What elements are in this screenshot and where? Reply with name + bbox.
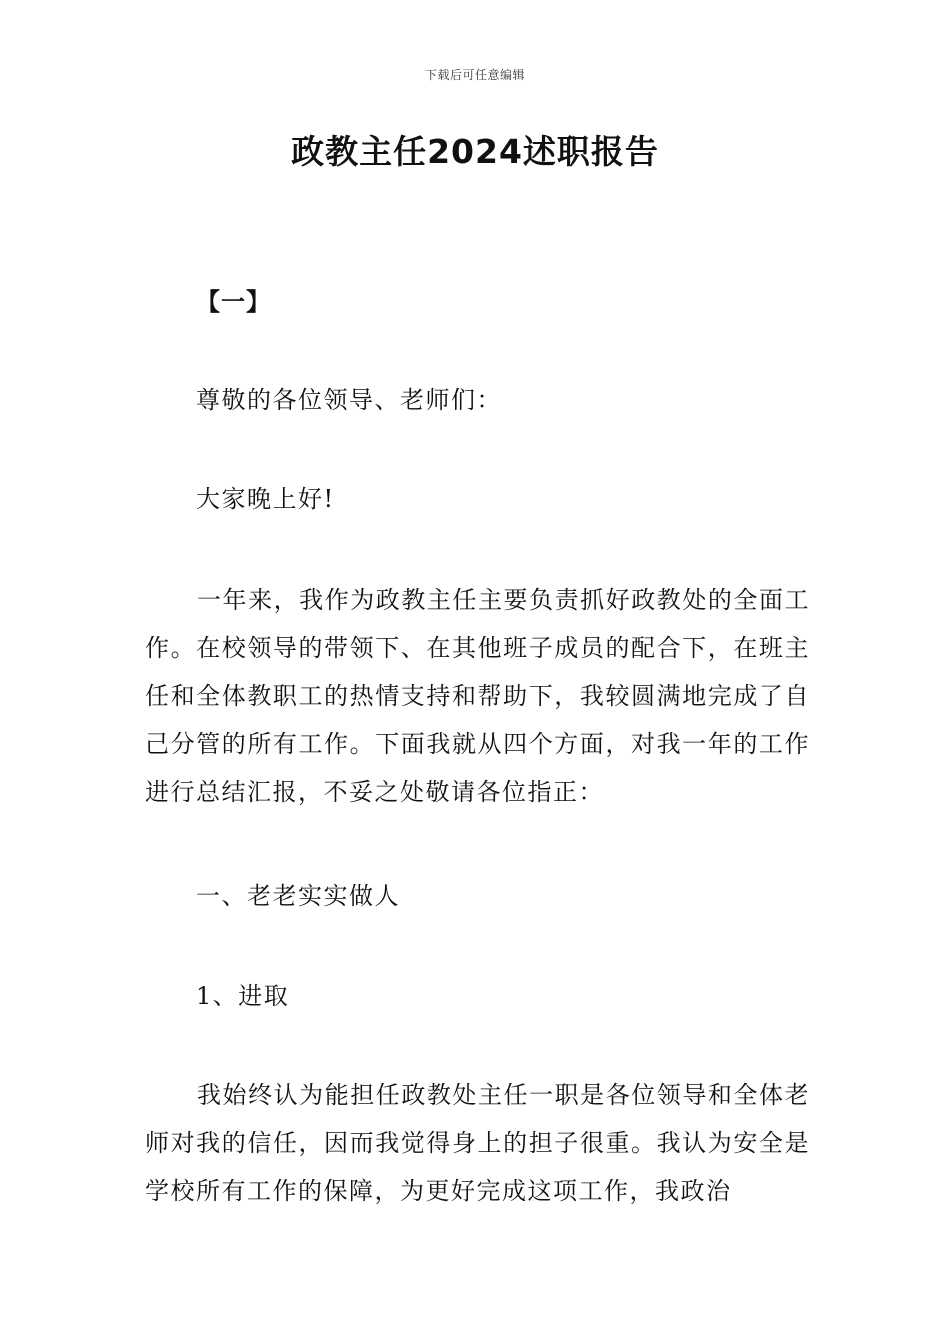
- paragraph-block-1: [145, 576, 810, 816]
- paragraph-block-2: [145, 1071, 810, 1215]
- body-paragraph: 一年来，我作为政教主任主要负责抓好政教处的全面工作。在校领导的带领下、在其他班子成员的配合下，在班主任和全体教职工的热情支持和帮助下，我较圆满地完成了自己分管的所有工作。下面我就从四个方面，对我一年的工作进行总结汇报，不妥之处敬请各位指正：: [145, 586, 810, 806]
- section-heading: 一、老老实实做人: [196, 882, 400, 910]
- body-paragraph: 我始终认为能担任政教处主任一职是各位领导和全体老师对我的信任，因而我觉得身上的担子很重。我认为安全是学校所有工作的保障，为更好完成这项工作，我政治: [145, 1081, 810, 1205]
- salutation: 尊敬的各位领导、老师们：: [196, 386, 502, 414]
- header-note: 下载后可任意编辑: [424, 68, 525, 82]
- greeting: 大家晚上好!: [196, 485, 335, 513]
- page-title: 政教主任2024述职报告: [291, 132, 659, 171]
- sub-heading: 1、进取: [196, 982, 290, 1010]
- section-mark: 【一】: [196, 287, 271, 316]
